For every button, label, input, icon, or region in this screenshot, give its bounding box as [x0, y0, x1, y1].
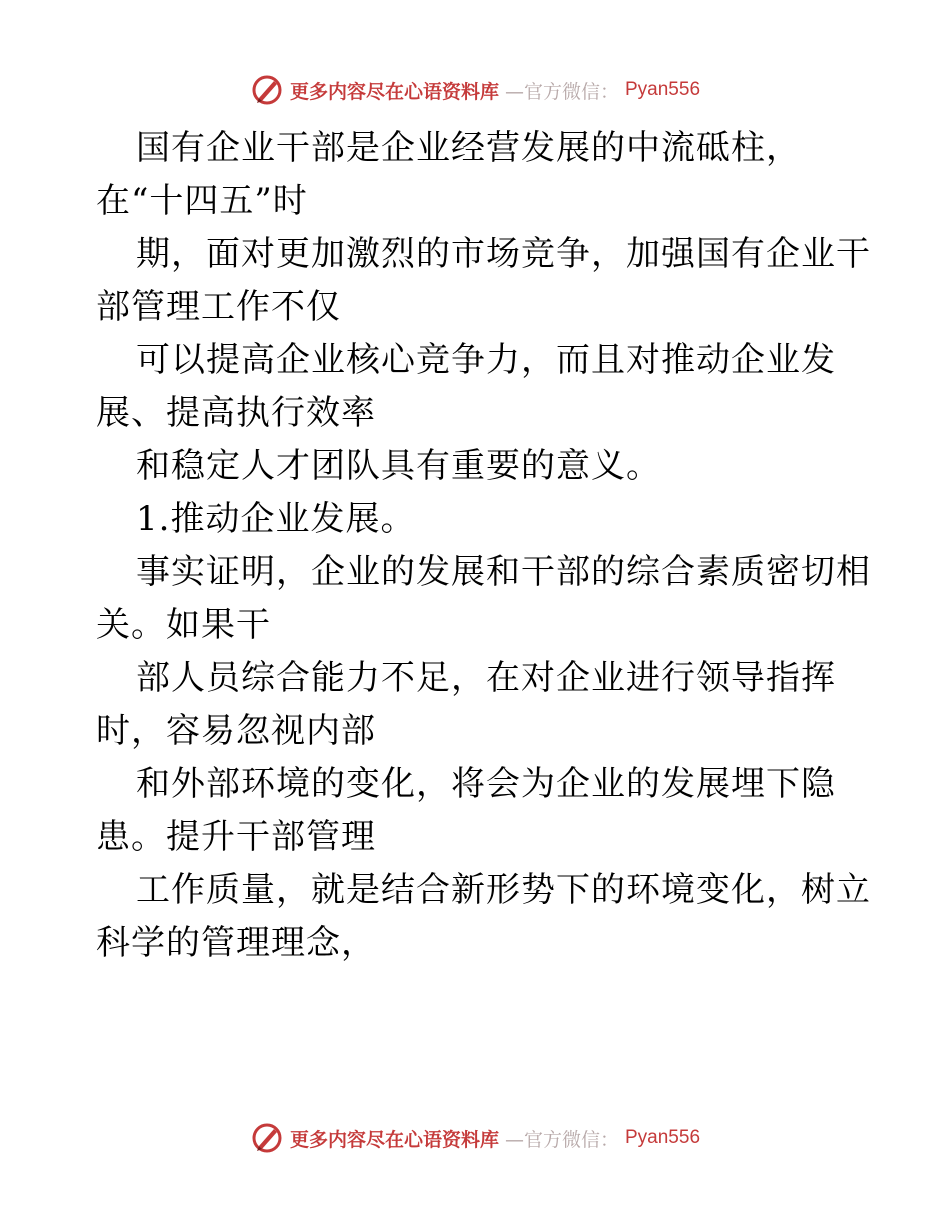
- text-line: 在“十四五”时: [96, 181, 308, 221]
- text-line: 部管理工作不仅: [96, 287, 341, 327]
- text-line: 关。如果干: [96, 605, 271, 645]
- text-line: 和稳定人才团队具有重要的意义。: [136, 446, 661, 486]
- footer-banner: [0, 1118, 950, 1158]
- text-line: 时，容易忽视内部: [96, 711, 376, 751]
- footer-banner-wechat-label: —官方微信：: [504, 1128, 619, 1151]
- header-banner-title: 更多内容尽在心语资料库: [289, 80, 499, 103]
- text-line: 期，面对更加激烈的市场竞争，加强国有企业干: [136, 234, 871, 274]
- text-line: 国有企业干部是企业经营发展的中流砥柱，: [136, 128, 801, 168]
- header-banner: [0, 70, 950, 110]
- footer-banner-wechat-id: Pyan556: [625, 1127, 701, 1148]
- header-banner-wechat-label: —官方微信：: [504, 80, 619, 103]
- text-line: 事实证明，企业的发展和干部的综合素质密切相: [136, 552, 871, 592]
- text-line: 科学的管理理念，: [96, 923, 376, 963]
- pen-logo-icon: [250, 1121, 284, 1155]
- header-banner-wechat-id: Pyan556: [625, 79, 701, 100]
- text-line: 1.推动企业发展。: [136, 499, 416, 539]
- pen-logo-icon: [250, 73, 284, 107]
- text-line: 患。提升干部管理: [96, 817, 376, 857]
- text-line: 工作质量，就是结合新形势下的环境变化，树立: [136, 870, 871, 910]
- text-line: 展、提高执行效率: [96, 393, 376, 433]
- document-body: [96, 122, 871, 970]
- footer-banner-title: 更多内容尽在心语资料库: [289, 1128, 499, 1151]
- text-line: 可以提高企业核心竞争力，而且对推动企业发: [136, 340, 836, 380]
- text-line: 和外部环境的变化，将会为企业的发展埋下隐: [136, 764, 836, 804]
- text-line: 部人员综合能力不足，在对企业进行领导指挥: [136, 658, 836, 698]
